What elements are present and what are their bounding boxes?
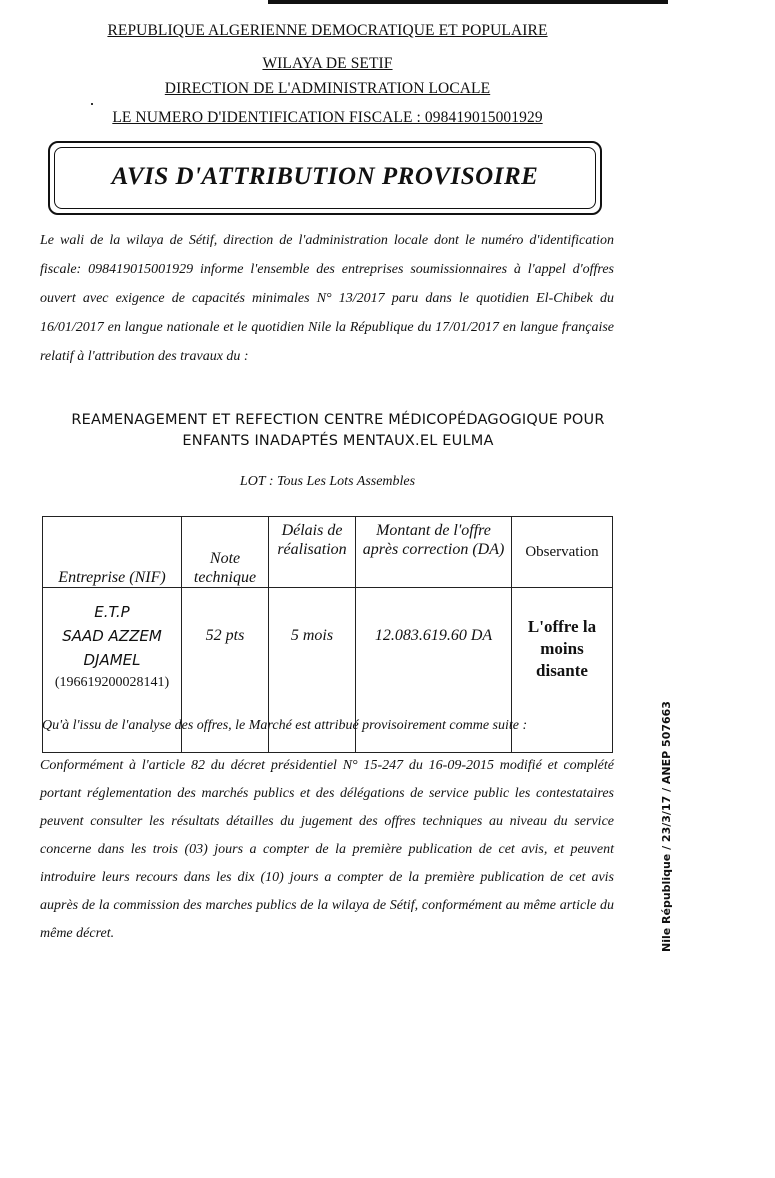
intro-paragraph: Le wali de la wilaya de Sétif, direction de l'administration locale dont le numéro d'identification fiscale: 098419015001929 informe l'ensemble des entreprises soumissionnaires à l'appel d'offres ouvert avec exigence de capacités minimales N° 13/2017 paru dans le quotidien El-Chibek du 16/01/2017 en langue nationale et le quotidien Nile la République du 17/01/2017 en langue française relatif à l'attribution des travaux du : xyxy=(40,233,614,364)
publication-stamp: Nile République / 23/3/17 / ANEP 507663 xyxy=(660,701,673,952)
lot-label: LOT : Tous Les Lots Assembles xyxy=(239,474,416,489)
entreprise-nif: (196619200028141) xyxy=(54,675,170,690)
header-entreprise: Entreprise (NIF) xyxy=(43,517,182,588)
works-object-line2: ENFANTS INADAPTÉS MENTAUX.EL EULMA xyxy=(182,433,494,449)
top-edge-bar xyxy=(268,0,668,4)
title-box xyxy=(48,141,602,215)
header-delais: Délais de réalisation xyxy=(269,517,356,588)
works-object xyxy=(40,410,636,452)
header-observation: Observation xyxy=(512,517,613,588)
table-header-row xyxy=(43,517,613,588)
works-object-line1: REAMENAGEMENT ET REFECTION CENTRE MÉDICOPÉDAGOGIQUE POUR xyxy=(71,412,605,428)
header-note: Note technique xyxy=(182,517,269,588)
entreprise-name-line1: E.T.P xyxy=(94,603,130,621)
header-nif: LE NUMERO D'IDENTIFICATION FISCALE : 098419015001929 xyxy=(112,109,543,126)
cell-observation: L'offre la moins disante xyxy=(512,588,613,753)
header-montant: Montant de l'offre après correction (DA) xyxy=(356,517,512,588)
header-direction: DIRECTION DE L'ADMINISTRATION LOCALE xyxy=(164,80,491,97)
cell-montant: 12.083.619.60 DA xyxy=(356,588,512,753)
entreprise-name-line3: DJAMEL xyxy=(83,651,141,669)
page-title: AVIS D'ATTRIBUTION PROVISOIRE xyxy=(111,163,539,190)
entreprise-name xyxy=(47,588,177,672)
header-republic: REPUBLIQUE ALGERIENNE DEMOCRATIQUE ET POPULAIRE xyxy=(107,22,548,39)
cell-note: 52 pts xyxy=(182,588,269,753)
scan-dot xyxy=(91,103,93,105)
attribution-line: Qu'à l'issu de l'analyse des offres, le Marché est attribué provisoirement comme suite : xyxy=(42,718,528,733)
cell-delais: 5 mois xyxy=(269,588,356,753)
closing-paragraph: Conformément à l'article 82 du décret présidentiel N° 15-247 du 16-09-2015 modifié et complété portant réglementation des marchés publics et des délégations de service public les contestataires peuvent consulter les résultats détailles du jugement des offres techniques au niveau du service concerne dans les trois (03) jours a compter de la première publication de cet avis, et peuvent introduire leurs recours dans les dix (10) jours a compter de la première publication de cet avis auprès de la commission des marches publics de la wilaya de Sétif, conformément au même article du même décret. xyxy=(40,758,614,941)
header-wilaya: WILAYA DE SETIF xyxy=(262,55,393,72)
entreprise-name-line2: SAAD AZZEM xyxy=(62,627,162,645)
